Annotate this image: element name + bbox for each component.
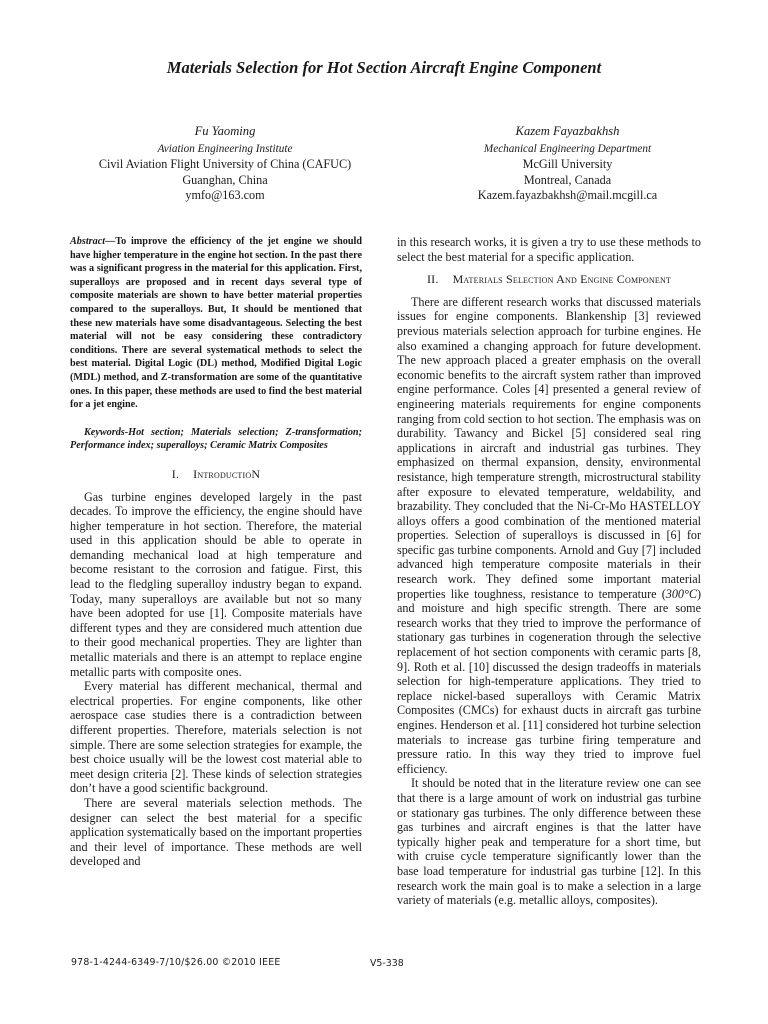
abstract bbox=[70, 235, 362, 412]
abstract-label: Abstract bbox=[70, 236, 106, 247]
author-name: Kazem Fayazbakhsh bbox=[515, 124, 620, 138]
footer-page-number: V5-338 bbox=[370, 958, 404, 969]
temperature-value: 300°C bbox=[665, 586, 697, 601]
author-email: Kazem.fayazbakhsh@mail.mcgill.ca bbox=[477, 188, 658, 202]
author-institution: McGill University bbox=[522, 157, 613, 171]
author-location: Montreal, Canada bbox=[523, 172, 612, 187]
section-number: I. bbox=[171, 466, 180, 481]
right-column bbox=[397, 235, 701, 908]
author-block-2 bbox=[400, 124, 735, 204]
paragraph: It should be noted that in the literature review one can see that there is a large amount of work on industrial gas turbine or stationary gas turbines. The only difference between these gas turbines and aircraft engines is that the latter have typically higher peak and temperature for a short time, but with cruise cycle temperature significantly lower than the base load temperature for industrial gas turbine [12]. In this research work the main goal is to make a selection in a large variety of materials (e.g. metallic alloys, composites). bbox=[397, 776, 701, 908]
paragraph bbox=[397, 295, 701, 777]
author-email: ymfo@163.com bbox=[185, 188, 265, 202]
author-department: Aviation Engineering Institute bbox=[157, 142, 293, 155]
paragraph: Every material has different mechanical, thermal and electrical properties. For engine components, like other aerospace case studies there is a contradiction between different properties. Therefore, materials selection is not simple. There are some selection strategies for example, the best choice usually will be the lowest cost material able to meet design criteria [2]. These kinds of selection strategies don’t have a good scientific background. bbox=[70, 679, 362, 796]
paper-title: Materials Selection for Hot Section Aircraft Engine Component bbox=[166, 58, 602, 77]
author-location: Guanghan, China bbox=[182, 172, 268, 187]
paragraph-text: There are different research works that discussed materials issues for engine components. Blankenship [3] reviewed previous materials selection approach for turbine engines. He also examined a changing approach for future development. The new approach placed a greater emphasis on the overall economic benefits to the aircraft system rather than improved engine performance. Coles [4] presented a general review of engineering materials requirements for engine components ranging from cold section to hot section. The emphasis was on durability. Tawancy and Bickel [5] considered seal ring applications in aircraft and industrial gas turbines. They emphasized on thermal expansion, density, environmental resistance, high temperature strength, microstructural stability after exposure to elevated temperature, weldability, and brazability. They concluded that the Ni-Cr-Mo HASTELLOY alloys offers a good combination of the mentioned material properties. Selection of superalloys is discussed in [6] for specific gas turbine components. Arnold and Guy [7] included advanced high temperature composite materials in their research work. They defined some important material properties like toughness, resistance to temperature ( bbox=[397, 294, 701, 601]
section-heading-introduction bbox=[70, 467, 362, 482]
section-title: Materials Selection And Engine Component bbox=[452, 272, 672, 287]
paragraph: There are several materials selection methods. The designer can select the best material for a specific application systematically based on the important properties and their level of importance. These methods are well developed and bbox=[70, 795, 362, 869]
paragraph: Gas turbine engines developed largely in the past decades. To improve the efficiency, the engine should have higher temperature in hot section. Therefore, the material used in this application should be able to operate in demanding mechanical load at high temperature and become resistant to the corrosion and fatigue. First, this lead to the fledgling superalloy industry began to expand. Today, many superalloys are available but not so many have been adopted for use [1]. Composite materials have different types and they are considered much attention due to their good mechanical properties. They are lighter than metallic materials and there is an attempt to replace engine metallic parts with composite ones. bbox=[70, 489, 362, 679]
author-institution: Civil Aviation Flight University of China (CAFUC) bbox=[98, 157, 352, 171]
keywords: Keywords-Hot section; Materials selection; Z-transformation; Performance index; superalloys; Ceramic Matrix Composites bbox=[70, 426, 362, 452]
footer-isbn: 978-1-4244-6349-7/10/$26.00 ©2010 IEEE bbox=[71, 957, 281, 968]
left-column bbox=[70, 235, 362, 869]
section-heading-materials bbox=[397, 272, 701, 287]
author-name: Fu Yaoming bbox=[194, 124, 256, 138]
paragraph-text: ) and moisture and high specific strength. There are some research works that they tried to improve the performance of stationary gas turbines in cogeneration through the selective replacement of hot section components with ceramic parts [8, 9]. Roth et al. [10] discussed the design tradeoffs in materials selection for high-temperature applications. They tried to replace nickel-based superalloys with Ceramic Matrix Composites (CMCs) for exhaust ducts in aircraft gas turbine engines. Henderson et al. [11] considered hot turbine selection materials to increase gas turbine firing temperature and pressure ratio. In this way they tried to improve fuel efficiency. bbox=[397, 586, 701, 776]
abstract-text: —To improve the efficiency of the jet engine we should have higher temperature in the engine hot section. In the past there was a significant progress in the material for this application. First, superalloys are proposed and in recent days several type of composite materials are shown to have better material properties compared to the superalloys. But, It should be mentioned that these new materials have some disadvantageous. Selecting the best material will not be easy considering these contradictory conditions. There are several systematical methods to select the best material. Digital Logic (DL) method, Modified Digital Logic (MDL) method, and Z-transformation are some of the quantitative ones. In this paper, these methods are used to find the best material for a jet engine. bbox=[70, 236, 362, 411]
paragraph-continuation: in this research works, it is given a try to use these methods to select the best material for a specific application. bbox=[397, 235, 701, 264]
section-number: II. bbox=[426, 272, 439, 287]
author-block-1 bbox=[60, 124, 390, 204]
author-department: Mechanical Engineering Department bbox=[483, 142, 652, 155]
section-title: IntroductioN bbox=[193, 466, 261, 481]
